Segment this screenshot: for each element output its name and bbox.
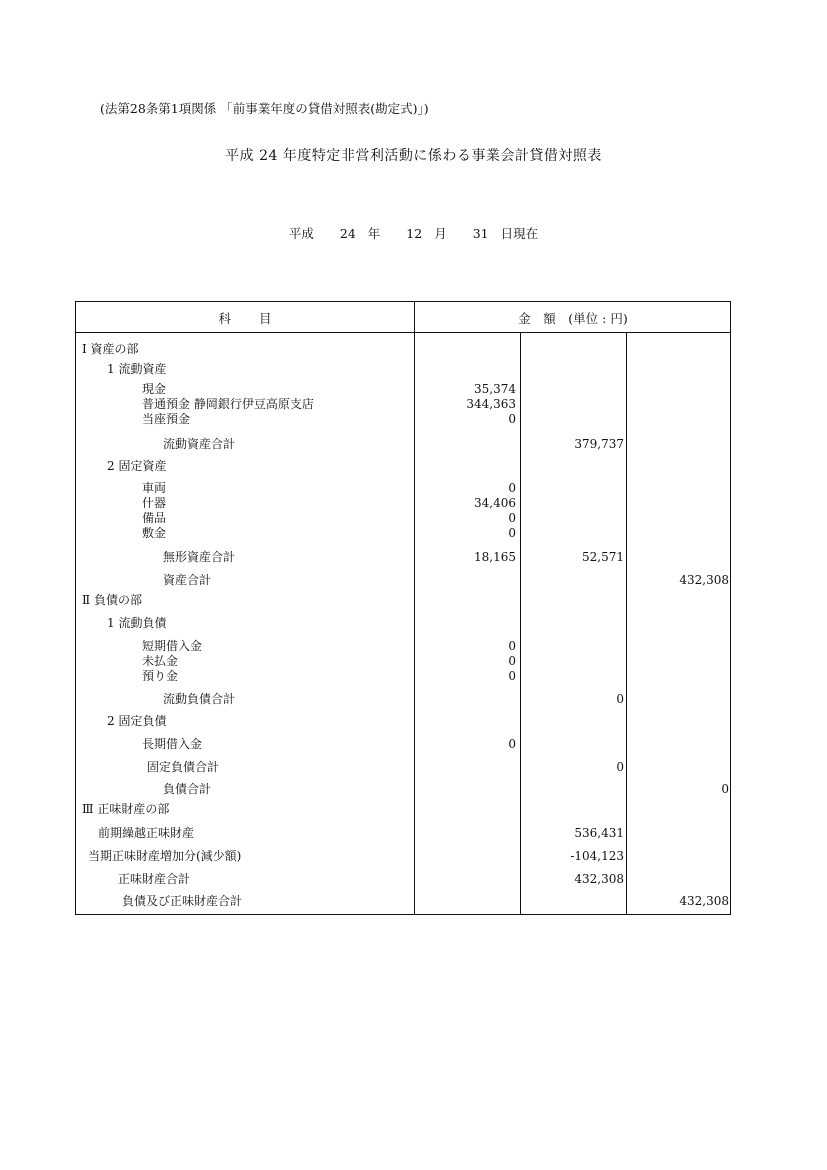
amount-c1: 0 — [508, 412, 516, 426]
table-row — [76, 480, 730, 496]
amount-c2: 536,431 — [574, 826, 624, 840]
row-label: 現金 — [142, 382, 167, 396]
table-row — [76, 381, 730, 397]
amount-c3: 0 — [721, 782, 729, 796]
date-month: 12 — [406, 226, 423, 241]
date-era: 平成 — [288, 226, 314, 241]
amount-c2: 0 — [616, 692, 624, 706]
row-label: Ⅰ 資産の部 — [82, 342, 139, 356]
row-label: 負債及び正味財産合計 — [122, 894, 243, 908]
table-row — [76, 871, 730, 887]
amount-c1: 35,374 — [474, 382, 516, 396]
table-row — [76, 615, 730, 631]
table-row — [76, 801, 730, 817]
row-label: 流動資産合計 — [163, 437, 236, 451]
row-label: 車両 — [142, 481, 167, 495]
table-row — [76, 893, 730, 909]
row-label: 預り金 — [142, 669, 179, 683]
table-row — [76, 411, 730, 427]
row-label: 当座預金 — [142, 412, 191, 426]
row-label: 2 固定負債 — [107, 714, 167, 728]
row-label: 普通預金 静岡銀行伊豆高原支店 — [142, 397, 314, 411]
table-row — [76, 572, 730, 588]
balance-date — [0, 224, 827, 242]
table-row — [76, 458, 730, 474]
row-label: 固定負債合計 — [147, 760, 220, 774]
date-day: 31 — [472, 226, 489, 241]
row-label: 長期借入金 — [142, 737, 203, 751]
table-row — [76, 436, 730, 452]
table-row — [76, 495, 730, 511]
date-day-unit: 日現在 — [500, 226, 539, 241]
table-row — [76, 848, 730, 864]
table-row — [76, 653, 730, 669]
row-label: Ⅱ 負債の部 — [82, 593, 142, 607]
table-row — [76, 825, 730, 841]
row-label: Ⅲ 正味財産の部 — [82, 802, 170, 816]
row-label: 2 固定資産 — [107, 459, 167, 473]
row-label: 当期正味財産増加分(減少額) — [88, 849, 242, 863]
table-row — [76, 510, 730, 526]
row-label: 正味財産合計 — [118, 872, 191, 886]
table-row — [76, 736, 730, 752]
table-row — [76, 592, 730, 608]
amount-c1: 0 — [508, 737, 516, 751]
table-row — [76, 691, 730, 707]
table-row — [76, 638, 730, 654]
balance-sheet-table — [75, 301, 731, 915]
amount-c2: 432,308 — [574, 872, 624, 886]
table-row — [76, 549, 730, 565]
amount-c2: -104,123 — [570, 849, 624, 863]
amount-c3: 432,308 — [679, 573, 729, 587]
date-month-unit: 月 — [434, 226, 447, 241]
table-row — [76, 525, 730, 541]
row-label: 資産合計 — [163, 573, 212, 587]
table-row — [76, 396, 730, 412]
row-label: 1 流動資産 — [107, 362, 167, 376]
document-title: 平成 24 年度特定非営利活動に係わる事業会計貸借対照表 — [225, 148, 602, 164]
amount-c1: 18,165 — [474, 550, 516, 564]
header-subject-a: 科 — [218, 311, 231, 326]
row-label: 短期借入金 — [142, 639, 203, 653]
table-row — [76, 361, 730, 377]
table-row — [76, 781, 730, 797]
amount-c1: 0 — [508, 654, 516, 668]
amount-c2: 0 — [616, 760, 624, 774]
amount-c1: 0 — [508, 481, 516, 495]
amount-c1: 0 — [508, 669, 516, 683]
row-label: 未払金 — [142, 654, 179, 668]
table-row — [76, 668, 730, 684]
legal-reference-note: (法第28条第1項関係 「前事業年度の貸借対照表(勘定式)」) — [100, 101, 429, 116]
row-label: 前期繰越正味財産 — [98, 826, 195, 840]
row-label: 敷金 — [142, 526, 167, 540]
date-year: 24 — [339, 226, 356, 241]
table-row — [76, 341, 730, 357]
table-row — [76, 713, 730, 729]
amount-c1: 34,406 — [474, 496, 516, 510]
date-year-unit: 年 — [367, 226, 381, 241]
row-label: 流動負債合計 — [163, 692, 236, 706]
amount-c3: 432,308 — [679, 894, 729, 908]
amount-c1: 0 — [508, 639, 516, 653]
amount-c2: 379,737 — [574, 437, 624, 451]
row-label: 負債合計 — [163, 782, 212, 796]
row-label: 無形資産合計 — [163, 550, 236, 564]
amount-c1: 0 — [508, 526, 516, 540]
table-row — [76, 759, 730, 775]
row-label: 1 流動負債 — [107, 616, 167, 630]
header-subject-b: 目 — [259, 311, 272, 326]
header-divider — [76, 332, 730, 333]
row-label: 備品 — [142, 511, 167, 525]
row-label: 什器 — [142, 496, 167, 510]
amount-c1: 344,363 — [466, 397, 516, 411]
header-subject — [76, 309, 414, 327]
header-amount: 金 額 (単位 : 円) — [518, 311, 628, 326]
amount-c1: 0 — [508, 511, 516, 525]
amount-c2: 52,571 — [582, 550, 624, 564]
